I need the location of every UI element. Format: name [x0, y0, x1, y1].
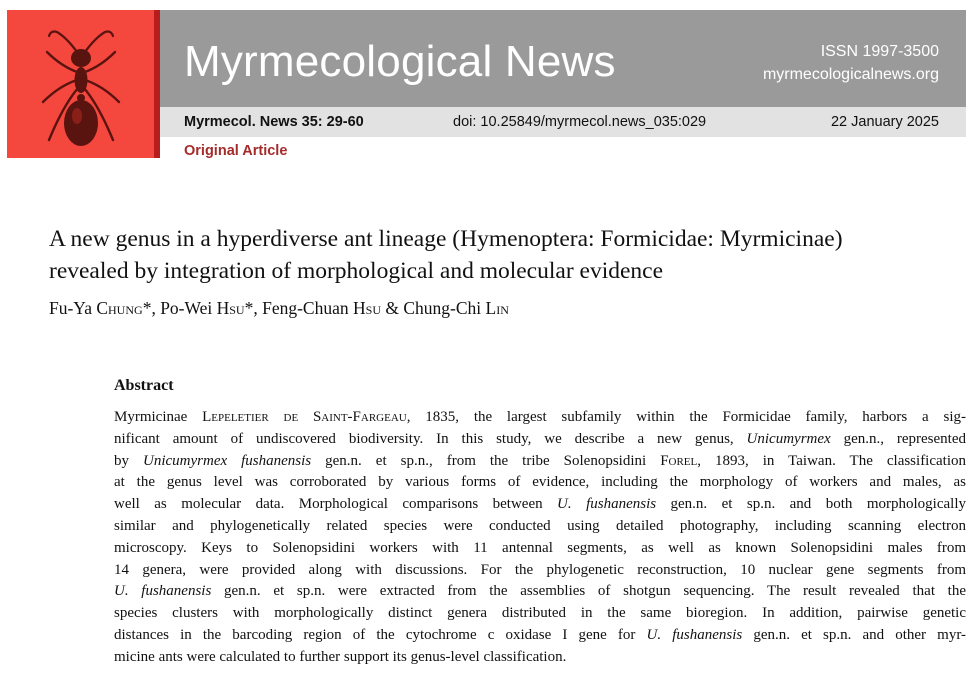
- journal-meta: [763, 40, 939, 86]
- abstract-text: Lepeletier de Saint-Fargeau: [202, 409, 407, 425]
- abstract-text: , 1835, the largest subfamily within the Formicidae family, harbors a sig-: [406, 409, 967, 425]
- abstract-line: [114, 581, 966, 603]
- abstract-text: U. fushanensis: [646, 626, 743, 643]
- abstract-line: [114, 603, 966, 625]
- abstract-text: U. fushanensis: [557, 496, 657, 513]
- abstract-heading: Abstract: [114, 377, 174, 394]
- abstract-text: U. fushanensis: [114, 583, 212, 600]
- abstract-line: [114, 625, 966, 647]
- abstract-text: species clusters with morphologically distinct genera distributed in the same bioregion. In addition, pairwise genetic: [114, 605, 966, 622]
- paper-title-line-1: A new genus in a hyperdiverse ant lineage (Hymenoptera: Formicidae: Myrmicinae): [49, 226, 843, 252]
- ant-icon: [7, 10, 154, 158]
- abstract-line: [114, 516, 966, 538]
- abstract-text: well as molecular data. Morphological comparisons between: [114, 496, 558, 513]
- abstract-line: [114, 451, 966, 473]
- journal-title: Myrmecological News: [184, 37, 616, 86]
- paper-title-line-2: revealed by integration of morphological and molecular evidence: [49, 258, 664, 284]
- abstract-line: [114, 429, 966, 451]
- article-type: Original Article: [184, 143, 288, 159]
- journal-logo: [7, 10, 160, 158]
- abstract-text: gen.n. et sp.n. were extracted from the assemblies of shotgun sequencing. The result revealed that the: [211, 583, 967, 600]
- author-list: [49, 298, 509, 319]
- abstract-text: gen.n. et sp.n. and other myr-: [742, 626, 967, 643]
- abstract-line: [114, 494, 966, 516]
- abstract-text: , 1893, in Taiwan. The classification: [697, 452, 967, 469]
- abstract-text: nificant amount of undiscovered biodiversity. In this study, we describe a new genus,: [114, 430, 747, 447]
- abstract-text: gen.n. et sp.n., from the tribe Solenopsidini: [311, 452, 661, 469]
- author-1: Fu-Ya Chung*,: [49, 298, 161, 318]
- paper-title: [49, 223, 969, 287]
- abstract-line: [114, 407, 966, 429]
- abstract-line: [114, 538, 966, 560]
- abstract-text: Myrmicinae: [114, 409, 203, 425]
- abstract-line: [114, 647, 966, 669]
- abstract-text: gen.n., represented: [830, 430, 966, 447]
- author-2: Po-Wei Hsu*,: [160, 298, 263, 318]
- abstract-text: Forel: [660, 452, 698, 469]
- author-4: Chung-Chi Lin: [403, 298, 509, 318]
- abstract-body: [114, 407, 966, 669]
- abstract-text: Unicumyrmex: [746, 430, 831, 447]
- abstract-text: micine ants were calculated to further support its genus-level classification.: [114, 648, 567, 665]
- citation: Myrmecol. News 35: 29-60: [184, 114, 364, 130]
- abstract-text: similar and phylogenetically related species were conducted using detailed photography, including scanning electron: [114, 517, 966, 534]
- journal-website-link[interactable]: myrmecologicalnews.org: [762, 66, 939, 83]
- info-bar: [160, 107, 966, 137]
- abstract-text: distances in the barcoding region of the cytochrome c oxidase I gene for: [114, 626, 647, 643]
- abstract-text: Unicumyrmex fushanensis: [143, 452, 312, 469]
- abstract-line: [114, 560, 966, 582]
- issn: ISSN 1997-3500: [820, 43, 939, 60]
- doi-link[interactable]: doi: 10.25849/myrmecol.news_035:029: [453, 114, 707, 130]
- abstract-text: at the genus level was corroborated by various forms of evidence, including the morphology of workers and males, as: [114, 474, 966, 491]
- abstract-line: [114, 472, 966, 494]
- abstract-text: by: [114, 452, 143, 469]
- publication-date: 22 January 2025: [830, 114, 939, 130]
- author-3: Feng-Chuan Hsu &: [262, 298, 404, 318]
- journal-banner: [160, 10, 966, 107]
- abstract-text: microscopy. Keys to Solenopsidini workers with 11 antennal segments, as well as known Solenopsidini males from: [114, 539, 966, 556]
- abstract-text: 14 genera, were provided along with discussions. For the phylogenetic reconstruction, 10 nuclear gene segments from: [114, 561, 966, 578]
- abstract-text: gen.n. et sp.n. and both morphologically: [656, 496, 967, 513]
